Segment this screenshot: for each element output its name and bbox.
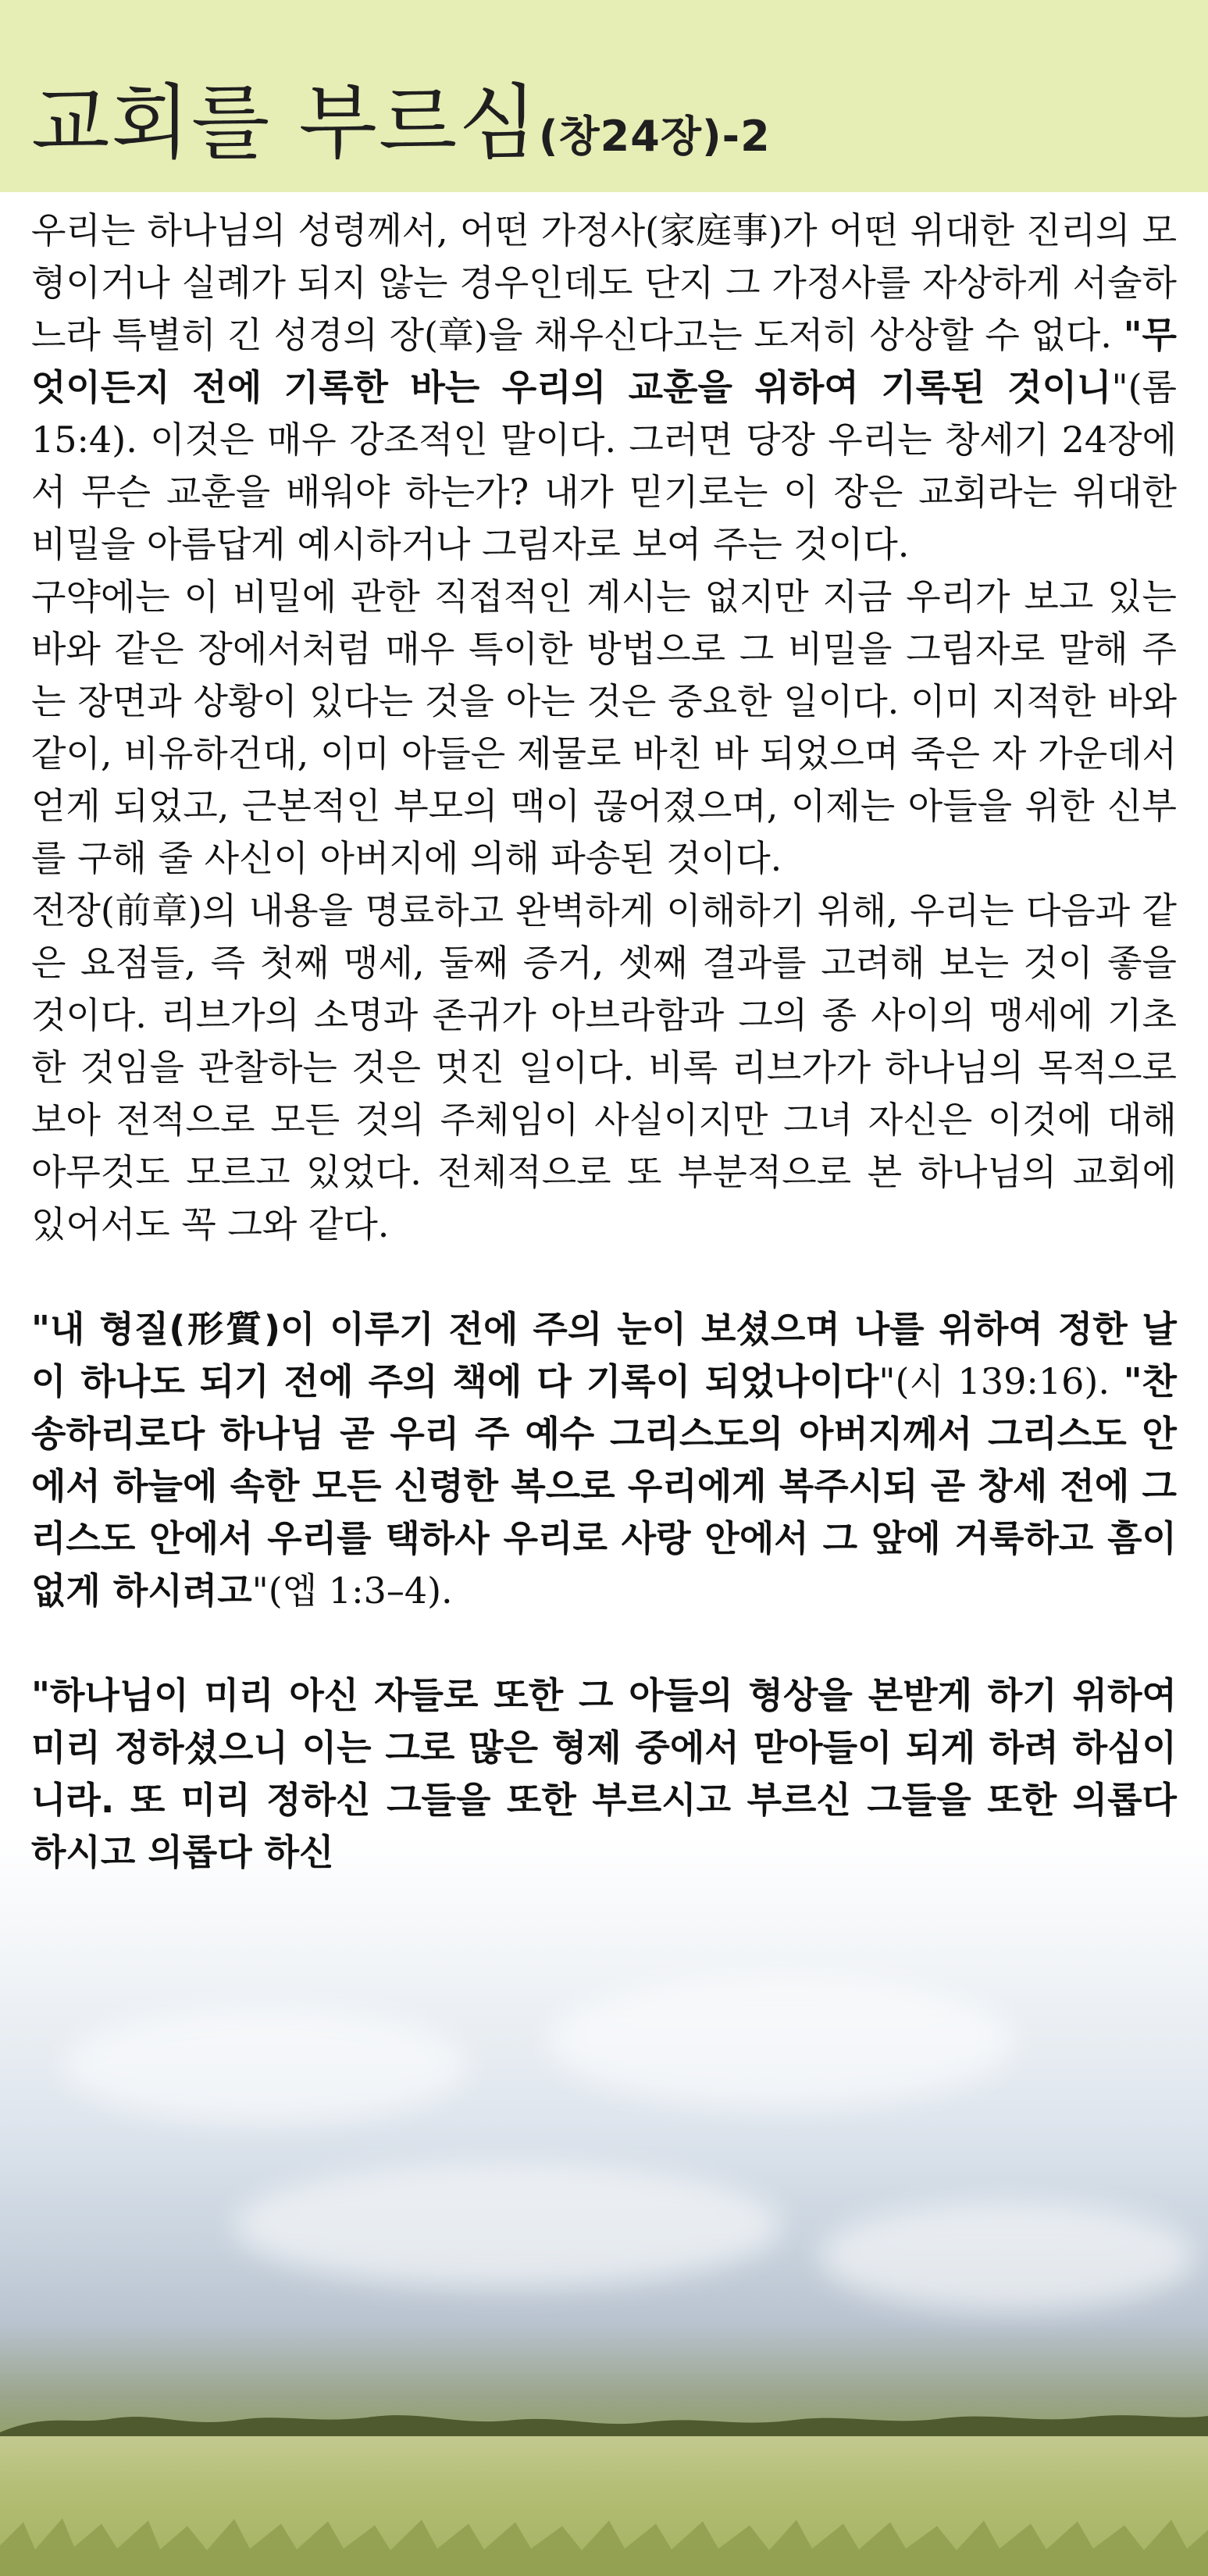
quote-block-1 [31, 1303, 1177, 1617]
title-chapter: (창24장)-2 [538, 112, 771, 161]
quote-romans-8: "하나님이 미리 아신 자들로 또한 그 아들의 형상을 본받게 하기 위하여 미리 정하셨으니 이는 그로 많은 형제 중에서 맏아들이 되게 하려 하심이니라. 또 미리 정하신 그들을 또한 부르시고 부르신 그들을 또한 의롭다 하시고 의롭다 하신 [31, 1674, 1177, 1873]
paragraph-1-text-a: 우리는 하나님의 성령께서, 어떤 가정사(家庭事)가 어떤 위대한 진리의 모형이거나 실례가 되지 않는 경우인데도 단지 그 가정사를 자상하게 서술하느라 특별히 긴 성경의 장(章)을 채우신다고는 도저히 상상할 수 없다. [31, 209, 1177, 356]
page-title [31, 75, 771, 170]
article-body [31, 205, 1177, 1879]
paragraph-1 [31, 205, 1177, 571]
quote-romans: "무엇이든지 전에 기록한 바는 우리의 교훈을 위하여 기록된 것이니 [31, 314, 1177, 408]
paragraph-2: 구약에는 이 비밀에 관한 직접적인 계시는 없지만 지금 우리가 보고 있는 바와 같은 장에서처럼 매우 특이한 방법으로 그 비밀을 그림자로 말해 주는 장면과 상황이 있다는 것을 아는 것은 중요한 일이다. 이미 지적한 바와 같이, 비유하건대, 이미 아들은 제물로 바친 바 되었으며 죽은 자 가운데서 얻게 되었고, 근본적인 부모의 맥이 끊어졌으며, 이제는 아들을 위한 신부를 구해 줄 사신이 아버지에 의해 파송된 것이다. [31, 575, 1177, 879]
quote-block-2 [31, 1669, 1177, 1879]
reference-ephesians: "(엡 1:3–4). [251, 1569, 453, 1612]
cloud [820, 2202, 1195, 2311]
foreground-grass [0, 2514, 1208, 2576]
paragraph-3: 전장(前章)의 내용을 명료하고 완벽하게 이해하기 위해, 우리는 다음과 같은 요점들, 즉 첫째 맹세, 둘째 증거, 셋째 결과를 고려해 보는 것이 좋을 것이다. 리브가의 소명과 존귀가 아브라함과 그의 종 사이의 맹세에 기초한 것임을 관찰하는 것은 멋진 일이다. 비록 리브가가 하나님의 목적으로 보아 전적으로 모든 것의 주체임이 사실이지만 그녀 자신은 이것에 대해 아무것도 모르고 있었다. 전체적으로 또 부분적으로 본 하나님의 교회에 있어서도 꼭 그와 같다. [31, 889, 1177, 1245]
header-band [0, 0, 1208, 192]
quote-ephesians: "찬송하리로다 하나님 곧 우리 주 예수 그리스도의 아버지께서 그리스도 안에서 하늘에 속한 모든 신령한 복으로 우리에게 복주시되 곧 창세 전에 그리스도 안에서 우리를 택하사 우리로 사랑 안에서 그 앞에 거룩하고 흠이 없게 하시려고 [31, 1360, 1177, 1612]
cloud [234, 2163, 781, 2288]
paragraph-1-text-b: "(롬 15:4). 이것은 매우 강조적인 말이다. 그러면 당장 우리는 창세기 24장에서 무슨 교훈을 배워야 하는가? 내가 믿기로는 이 장은 교회라는 위대한 비밀을 아름답게 예시하거나 그림자로 보여 주는 것이다. [31, 366, 1177, 565]
quote-psalm: "내 형질(形質)이 이루기 전에 주의 눈이 보셨으며 나를 위하여 정한 날이 하나도 되기 전에 주의 책에 다 기록이 되었나이다 [31, 1308, 1177, 1402]
spacer [31, 1251, 1177, 1303]
cloud [547, 1976, 1015, 2108]
reference-psalm: "(시 139:16). [878, 1360, 1124, 1402]
title-main: 교회를 부르심 [31, 75, 539, 170]
cloud [62, 2007, 469, 2124]
spacer [31, 1617, 1177, 1669]
